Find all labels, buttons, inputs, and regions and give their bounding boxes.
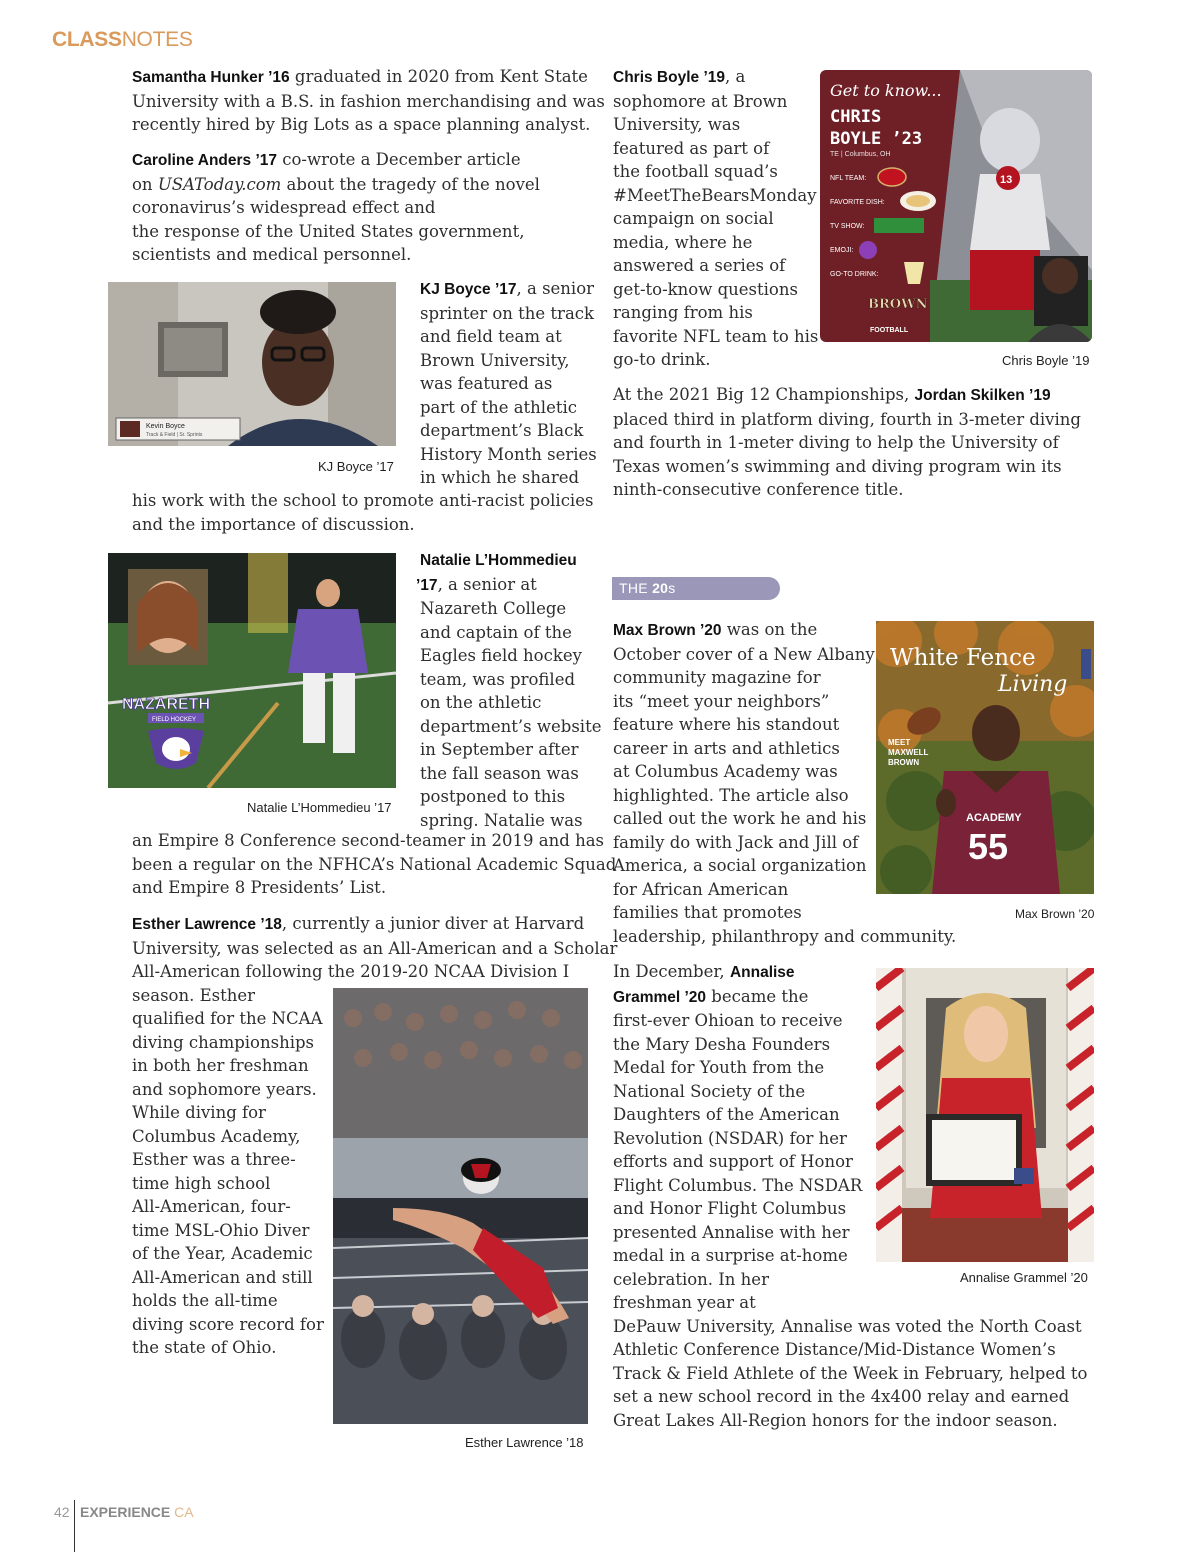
note-grammel: In December, Annalise Grammel ’20 became the first-ever Ohioan to receive the Mary Desha Founders Medal for Youth from the National Society of the Daughters of the American Revolution (NSDAR) for her efforts and support of Honor Flight Columbus. The NSDAR and Honor Flight Columbus presented Annalise with her medal in a surprise at-home celebration. In her freshman year at DePauw University, Annalise was voted the North Coast Athletic Conference Distance/Mid-Distance Women’s Track & Field Athlete of the Week in February, helped to set a new school record in the 4x400 relay and earned Great Lakes All-Region honors for the indoor season. (613, 962, 1088, 1430)
card-row-dish: FAVORITE DISH: (830, 199, 885, 206)
note-boyce-cont: his work with the school to promote anti-racist policies and the importance of discussion. (132, 491, 594, 534)
nazareth-wordmark: NAZARETH (122, 696, 210, 713)
header-bold: CLASS (52, 28, 122, 51)
card-row-nfl: NFL TEAM: (830, 175, 867, 182)
card-row-emoji: EMOJI: (830, 247, 854, 254)
note-lawrence: Esther Lawrence ’18, currently a junior diver at Harvard University, was selected as an All-American and a Scholar All-American following the 2019-20 NCAA Division I season. Esther qualified for the NCAA diving championships in both her freshman and sophomore years. While diving for Columbus Academy, Esther was a three- time high school All-American, four- time MSL-Ohio Diver of the Year, Academic All-American and still holds the all-time diving score record for the state of Ohio. (132, 914, 618, 1357)
footer-rule (74, 1500, 75, 1552)
magazine-meet-2: MAXWELL (888, 748, 929, 757)
note-anders: Caroline Anders ’17 co-wrote a December article on USAToday.com about the tragedy of the novel coronavirus’s widespread effect and the response of the United States government, scientists and medical personnel. (132, 150, 540, 264)
card-row-drink: GO-TO DRINK: (830, 271, 879, 278)
note-lhommedieu: Natalie L’Hommedieu ’17, a senior at Nazareth College and captain of the Eagles field hockey team, was profiled on the athletic department’s website in September after the fall season was postponed to this spring. Natalie was (416, 552, 602, 830)
card-title: Get to know... (830, 81, 942, 100)
brown-logo-word: BROWN (868, 297, 928, 312)
caption-boyce: KJ Boyce ’17 (318, 459, 394, 474)
magazine-cover (876, 621, 1094, 894)
page-footer (54, 1504, 194, 1520)
annalise-photo (876, 968, 1094, 1262)
caption-grammel: Annalise Grammel ’20 (960, 1270, 1088, 1285)
kj-boyce-photo (108, 282, 396, 446)
nazareth-sport: FIELD HOCKEY (152, 717, 197, 723)
note-skilken: At the 2021 Big 12 Championships, Jordan Skilken ’19 placed third in platform diving, fourth in 3-meter diving and fourth in 1-meter diving to help the University of Texas women’s swimming and diving program win its ninth-consecutive conference title. (613, 385, 1081, 499)
nameplate-sub: Track & Field | Sr. Sprints (146, 432, 203, 438)
jersey-number-55: 55 (968, 826, 1009, 867)
caption-lhommedieu: Natalie L’Hommedieu ’17 (247, 800, 392, 815)
nameplate-name: Kevin Boyce (146, 423, 185, 430)
card-row-tv: TV SHOW: (830, 223, 865, 230)
footer-brand: EXPERIENCE CA (80, 1504, 194, 1520)
caption-brown: Max Brown ’20 (1015, 907, 1095, 921)
note-hunker: Samantha Hunker ’16 graduated in 2020 from Kent State University with a B.S. in fashion merchandising and was recently hired by Big Lots as a space planning analyst. (132, 67, 605, 134)
note-boyce: KJ Boyce ’17, a senior sprinter on the track and field team at Brown University, was featured as part of the athletic department’s Black History Month series in which he shared (420, 279, 597, 487)
magazine-meet-3: BROWN (888, 758, 920, 767)
note-lhommedieu-cont: an Empire 8 Conference second-teamer in 2019 and has been a regular on the NFHCA’s National Academic Squad and Empire 8 Presidents’ List. (132, 831, 617, 897)
jersey-number: 13 (1000, 174, 1013, 186)
note-brown: Max Brown ’20 was on the October cover of a New Albany community magazine for its “meet your neighbors” feature where his standout career in arts and athletics at Columbus Academy was highlighted. The article also called out the work he and his family do with Jack and Jill of America, a social organization for African American families that promotes leadership, philanthropy and community. (613, 620, 957, 946)
card-first: CHRIS (830, 107, 882, 127)
magazine-title: White Fence (890, 645, 1036, 671)
brown-logo-football: FOOTBALL (870, 327, 909, 334)
caption-lawrence: Esther Lawrence ’18 (465, 1435, 584, 1450)
jersey-school: ACADEMY (966, 812, 1022, 824)
section-label-20s: THE 20s (612, 577, 780, 600)
caption-boyle: Chris Boyle ’19 (1002, 353, 1090, 368)
magazine-title-2: Living (998, 672, 1068, 697)
note-boyle: Chris Boyle ’19, a sophomore at Brown University, was featured as part of the football squad’s #MeetTheBearsMonday campaign on social media, where he answered a series of get-to-know questions ranging from his favorite NFL team to his go-to drink. (613, 67, 819, 369)
magazine-meet: MEET (888, 738, 911, 747)
boyle-get-to-know-card (820, 70, 1092, 342)
natalie-photo (108, 553, 396, 788)
page-number: 42 (54, 1504, 70, 1520)
card-last: BOYLE ’23 (830, 129, 923, 149)
card-sub: TE | Columbus, OH (830, 151, 891, 158)
header-light: NOTES (121, 28, 193, 51)
section-header (52, 28, 193, 52)
esther-photo (333, 988, 588, 1424)
